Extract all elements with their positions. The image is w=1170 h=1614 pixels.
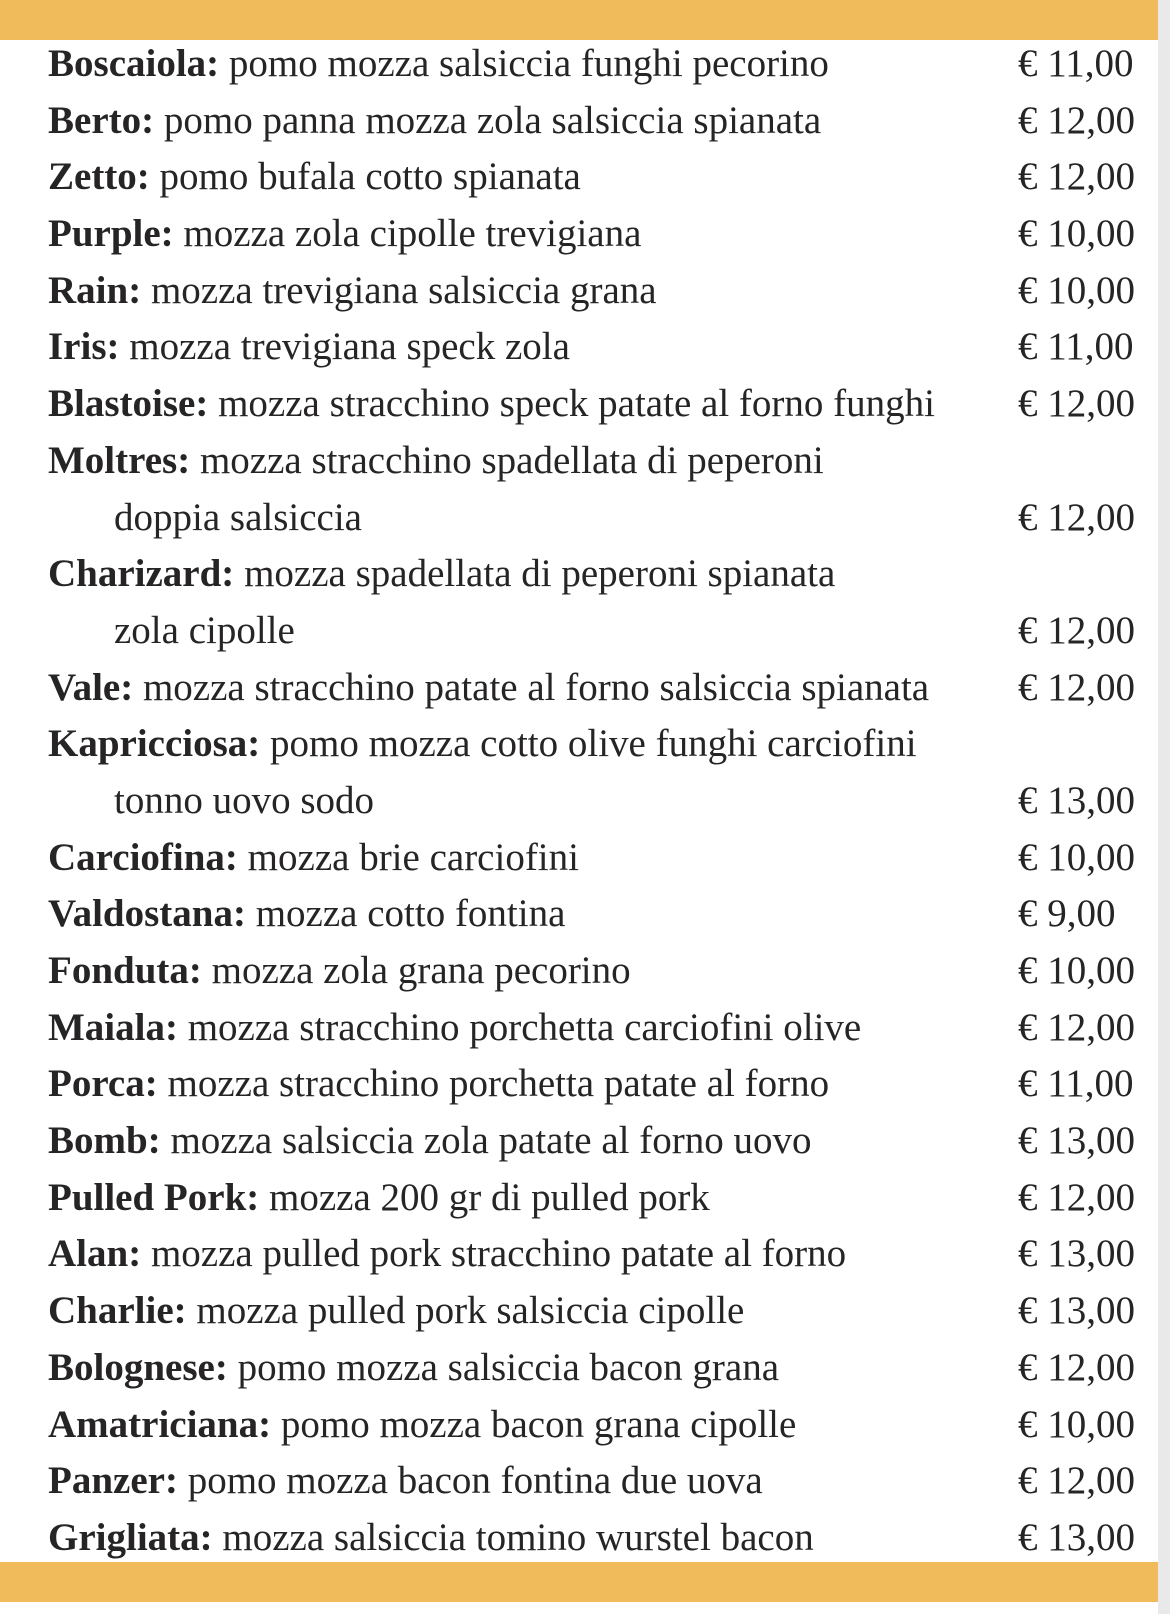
menu-item-name: Fonduta: xyxy=(48,949,202,992)
menu-item-name: Zetto: xyxy=(48,155,150,199)
menu-item-name: Maiala: xyxy=(48,1005,178,1049)
menu-item-name: Rain: xyxy=(48,268,142,312)
menu-item-ingredients-continued: zola cipolle xyxy=(114,608,295,652)
menu-item xyxy=(48,376,1146,433)
menu-item-price: € 12,00 xyxy=(1018,382,1135,426)
menu-item-price: € 11,00 xyxy=(1018,1062,1134,1106)
top-decorative-band xyxy=(0,0,1158,40)
menu-item-ingredients: pomo panna mozza zola salsiccia spianata xyxy=(163,98,822,142)
menu-item-price: € 12,00 xyxy=(1018,665,1135,709)
menu-item xyxy=(48,943,1146,1000)
bottom-decorative-band xyxy=(0,1562,1158,1602)
menu-item-price: € 10,00 xyxy=(1018,212,1135,256)
menu-item-name: Blastoise: xyxy=(48,382,209,426)
menu-item xyxy=(48,36,1146,93)
menu-item-price: € 13,00 xyxy=(1018,778,1135,822)
menu-item-name: Bomb: xyxy=(48,1119,161,1163)
menu-item-ingredients: mozza stracchino speck patate al forno funghi xyxy=(218,382,935,426)
menu-item-ingredients: pomo mozza salsiccia bacon grana xyxy=(237,1345,780,1389)
menu-item xyxy=(48,433,1146,490)
menu-item-price: € 12,00 xyxy=(1018,608,1135,652)
menu-item-name: Panzer: xyxy=(48,1459,178,1503)
menu-item-price: € 12,00 xyxy=(1018,495,1135,539)
menu-item-name: Charizard: xyxy=(48,552,235,596)
menu-item-price: € 12,00 xyxy=(1018,1175,1135,1219)
menu-item xyxy=(48,1283,1146,1340)
menu-item-price: € 9,00 xyxy=(1018,892,1116,936)
menu-item-ingredients: mozza zola grana pecorino xyxy=(211,949,631,992)
menu-item-price: € 11,00 xyxy=(1018,42,1134,85)
menu-item-name: Purple: xyxy=(48,212,174,256)
menu-item xyxy=(48,93,1146,150)
menu-item xyxy=(48,1000,1146,1057)
menu-item-price: € 12,00 xyxy=(1018,1345,1135,1389)
menu-item xyxy=(48,319,1146,376)
menu-item-name: Alan: xyxy=(48,1232,142,1276)
menu-item xyxy=(48,149,1146,206)
menu-item xyxy=(48,1510,1146,1567)
menu-item-ingredients: pomo mozza bacon grana cipolle xyxy=(280,1402,797,1446)
menu-item-name: Grigliata: xyxy=(48,1515,213,1559)
menu-item xyxy=(48,546,1146,603)
menu-item xyxy=(48,1226,1146,1283)
menu-item xyxy=(48,830,1146,887)
menu-item-name: Carciofina: xyxy=(48,835,238,879)
menu-item-ingredients-continued: tonno uovo sodo xyxy=(114,778,375,822)
menu-item-ingredients: mozza pulled pork salsiccia cipolle xyxy=(196,1289,745,1333)
menu-item-ingredients: pomo bufala cotto spianata xyxy=(159,155,581,199)
menu-item xyxy=(48,1453,1146,1510)
menu-item-ingredients: mozza stracchino porchetta carciofini olive xyxy=(187,1005,862,1049)
menu-item-ingredients: pomo mozza cotto olive funghi carciofini xyxy=(270,722,917,766)
menu-item-price: € 10,00 xyxy=(1018,835,1135,879)
menu-item xyxy=(48,1397,1146,1454)
menu-item-name: Porca: xyxy=(48,1062,158,1106)
menu-item xyxy=(48,1113,1146,1170)
menu-item-price: € 10,00 xyxy=(1018,268,1135,312)
menu-item-name: Moltres: xyxy=(48,438,191,482)
menu-item-price: € 10,00 xyxy=(1018,1402,1135,1446)
menu-item-price: € 12,00 xyxy=(1018,1459,1135,1503)
menu-item-name: Valdostana: xyxy=(48,892,246,936)
menu-item-price: € 12,00 xyxy=(1018,1005,1135,1049)
menu-item-price: € 13,00 xyxy=(1018,1119,1135,1163)
menu-item xyxy=(48,1170,1146,1227)
menu-item-name: Berto: xyxy=(48,98,155,142)
menu-item-name: Kapricciosa: xyxy=(48,722,261,766)
menu-item-price: € 13,00 xyxy=(1018,1515,1135,1559)
menu-item-ingredients: pomo mozza bacon fontina due uova xyxy=(187,1459,763,1503)
menu-item-name: Amatriciana: xyxy=(48,1402,272,1446)
menu-item-name: Bolognese: xyxy=(48,1345,228,1389)
menu-item-continuation xyxy=(48,603,1146,660)
menu-item xyxy=(48,886,1146,943)
menu-item xyxy=(48,716,1146,773)
menu-item-price: € 13,00 xyxy=(1018,1232,1135,1276)
menu-item-ingredients: mozza 200 gr di pulled pork xyxy=(269,1175,710,1219)
menu-item-ingredients: mozza trevigiana speck zola xyxy=(129,325,570,369)
menu-item xyxy=(48,1340,1146,1397)
menu-item-price: € 13,00 xyxy=(1018,1289,1135,1333)
menu-item-ingredients: mozza stracchino porchetta patate al forno xyxy=(167,1062,830,1106)
menu-item-continuation xyxy=(48,773,1146,830)
menu-item-ingredients: mozza salsiccia tomino wurstel bacon xyxy=(222,1515,814,1559)
menu-item-ingredients: mozza stracchino patate al forno salsiccia spianata xyxy=(142,665,930,709)
menu-item-ingredients: mozza brie carciofini xyxy=(247,835,579,879)
menu-item-name: Iris: xyxy=(48,325,120,369)
menu-item-price: € 12,00 xyxy=(1018,155,1135,199)
menu-item-ingredients: mozza cotto fontina xyxy=(255,892,566,936)
menu-item-price: € 12,00 xyxy=(1018,98,1135,142)
pizza-menu-list xyxy=(48,36,1146,1567)
menu-item-ingredients: mozza salsiccia zola patate al forno uovo xyxy=(170,1119,812,1163)
menu-item xyxy=(48,1056,1146,1113)
menu-item-name: Boscaiola: xyxy=(48,42,220,85)
menu-item xyxy=(48,263,1146,320)
menu-item-name: Charlie: xyxy=(48,1289,187,1333)
menu-item-ingredients: mozza trevigiana salsiccia grana xyxy=(150,268,657,312)
menu-item xyxy=(48,660,1146,717)
menu-item-continuation xyxy=(48,490,1146,547)
menu-item-ingredients: mozza spadellata di peperoni spianata xyxy=(244,552,836,596)
menu-item-ingredients: mozza zola cipolle trevigiana xyxy=(183,212,642,256)
menu-item-name: Pulled Pork: xyxy=(48,1175,260,1219)
menu-item-name: Vale: xyxy=(48,665,134,709)
menu-item-ingredients: mozza stracchino spadellata di peperoni xyxy=(199,438,824,482)
menu-item xyxy=(48,206,1146,263)
menu-item-price: € 11,00 xyxy=(1018,325,1134,369)
page-edge xyxy=(1158,0,1170,1614)
menu-item-ingredients: pomo mozza salsiccia funghi pecorino xyxy=(228,42,829,85)
menu-item-ingredients: mozza pulled pork stracchino patate al forno xyxy=(150,1232,847,1276)
menu-item-ingredients-continued: doppia salsiccia xyxy=(114,495,362,539)
menu-item-price: € 10,00 xyxy=(1018,949,1135,992)
